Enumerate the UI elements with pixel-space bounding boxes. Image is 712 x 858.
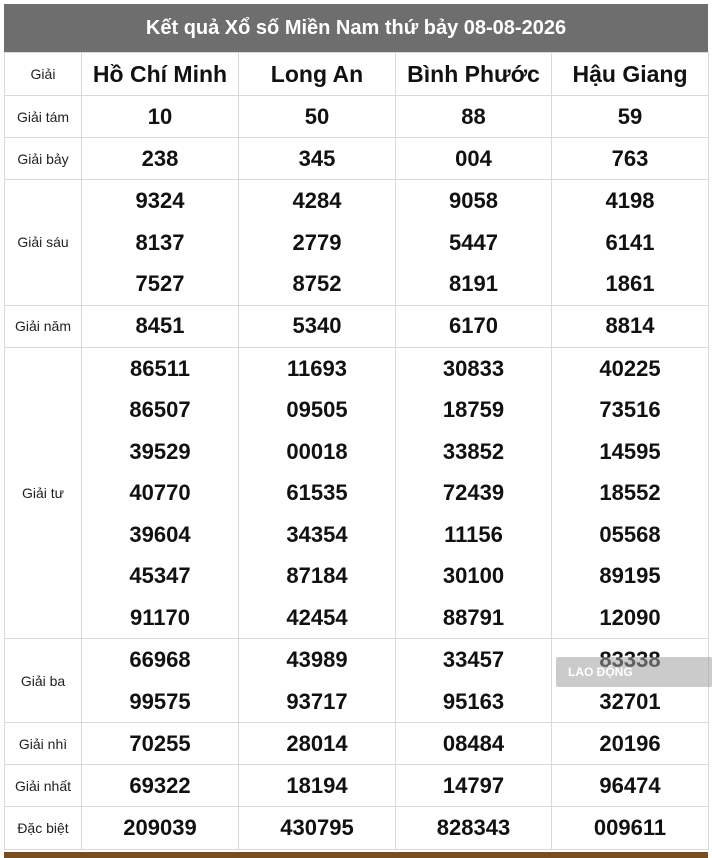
page-title: Kết quả Xổ số Miền Nam thứ bảy 08-08-2026 [4,4,708,52]
prize-cell [82,347,239,639]
special-prize-number: 009611 [552,807,709,850]
prize-number: 00018 [286,438,348,464]
prize-number: 238 [82,138,239,180]
special-prize-number: 828343 [396,807,552,850]
prize-number: 87184 [286,563,348,588]
prize-number: 8137 [135,229,185,255]
prize-number: 69322 [82,765,239,807]
prize-row-dac-biet [5,807,709,850]
prize-cell [82,639,239,723]
prize-row-giai-nhi [5,723,709,765]
prize-cell [239,639,396,723]
prize-number: 28014 [239,723,396,765]
prize-cell [239,347,396,639]
prize-number: 9058 [449,188,498,213]
prize-number: 763 [552,138,709,180]
prize-number: 32701 [599,688,661,714]
watermark-logo: LAO ĐỘNG [556,657,712,687]
prize-number: 39529 [129,438,191,464]
prize-number: 4284 [292,188,342,213]
prize-label: Giải nhì [5,723,82,765]
prize-row-giai-sau [5,180,709,306]
prize-number: 88791 [442,604,505,630]
prize-cell [396,347,552,639]
prize-row-giai-bay [5,138,709,180]
prize-number: 89195 [599,563,661,588]
prize-cell [239,180,396,306]
prize-number: 43989 [286,647,348,672]
prize-number: 08484 [396,723,552,765]
prize-number: 39604 [129,521,191,547]
prize-number: 5340 [239,305,396,347]
prize-number: 30100 [442,563,505,588]
prize-number: 66968 [129,647,191,672]
special-prize-number: 430795 [239,807,396,850]
prize-number: 8814 [552,305,709,347]
prize-number: 72439 [442,480,505,505]
prize-number: 86507 [129,397,191,422]
prize-number: 05568 [599,521,661,547]
prize-label: Giải sáu [5,180,82,306]
prize-label: Giải tư [5,347,82,639]
prize-number: 73516 [599,397,661,422]
prize-number: 91170 [130,604,190,630]
prize-label: Giải tám [5,96,82,138]
results-table [4,52,709,850]
prize-label: Giải bảy [5,138,82,180]
prize-number: 18759 [442,397,505,422]
prize-number: 33852 [442,438,505,464]
prize-label: Giải năm [5,305,82,347]
prize-number: 33457 [442,647,505,672]
prize-number: 8451 [82,305,239,347]
prize-number: 42454 [286,604,348,630]
prize-cell [396,639,552,723]
prize-number: 45347 [129,563,191,588]
prize-number: 50 [239,96,396,138]
prize-number: 004 [396,138,552,180]
province-ho-chi-minh: Hồ Chí Minh [82,53,239,96]
prize-number: 09505 [286,397,348,422]
prize-row-giai-tu [5,347,709,639]
prize-label: Giải ba [5,639,82,723]
prize-number: 96474 [552,765,709,807]
header-row [5,53,709,96]
prize-cell [552,347,709,639]
province-long-an: Long An [239,53,396,96]
prize-number: 18194 [239,765,396,807]
prize-number: 61535 [286,480,348,505]
prize-number: 8191 [449,271,498,296]
prize-number: 5447 [449,229,498,255]
prize-number: 40225 [599,355,661,381]
province-hau-giang: Hậu Giang [552,53,709,96]
prize-number: 14797 [396,765,552,807]
prize-number: 14595 [599,438,661,464]
bottom-divider [4,852,708,858]
prize-number: 20196 [552,723,709,765]
province-binh-phuoc: Bình Phước [396,53,552,96]
prize-number: 6170 [396,305,552,347]
prize-number: 93717 [286,688,348,714]
prize-number: 99575 [129,688,191,714]
prize-number: 11693 [287,355,347,381]
prize-row-giai-nam [5,305,709,347]
prize-number: 95163 [442,688,505,714]
prize-cell [552,180,709,306]
prize-number: 8752 [292,271,342,296]
prize-cell [82,180,239,306]
prize-label: Giải nhất [5,765,82,807]
prize-number: 88 [396,96,552,138]
prize-number: 1861 [605,271,655,296]
prize-row-giai-nhat [5,765,709,807]
prize-number: 2779 [292,229,342,255]
prize-number: 34354 [286,521,348,547]
prize-number: 30833 [442,355,505,381]
prize-number: 12090 [599,604,661,630]
prize-number: 18552 [599,480,661,505]
prize-label: Đặc biệt [5,807,82,850]
prize-number: 86511 [130,355,190,381]
prize-cell [396,180,552,306]
header-label: Giải [5,53,82,96]
prize-number: 10 [82,96,239,138]
prize-number: 7527 [135,271,185,296]
prize-number: 11156 [444,521,503,547]
prize-number: 40770 [129,480,191,505]
prize-row-giai-tam [5,96,709,138]
prize-number: 59 [552,96,709,138]
prize-number: 6141 [605,229,655,255]
prize-number: 345 [239,138,396,180]
prize-number: 4198 [605,188,655,213]
prize-number: 9324 [135,188,185,213]
prize-number: 70255 [82,723,239,765]
special-prize-number: 209039 [82,807,239,850]
